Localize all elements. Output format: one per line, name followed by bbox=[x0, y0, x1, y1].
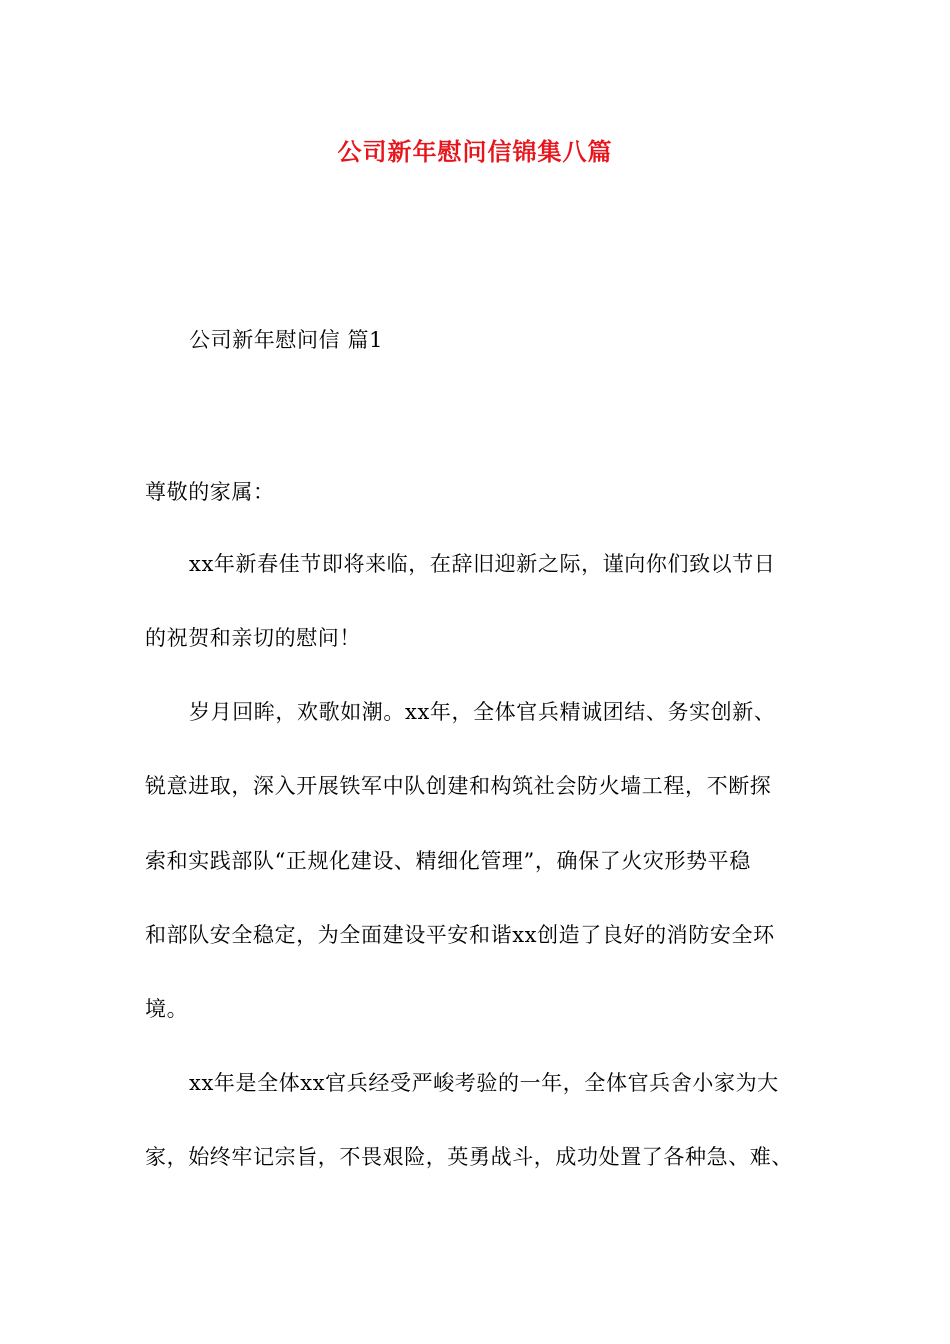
paragraph-line: 索和实践部队“正规化建设、精细化管理”，确保了火灾形势平稳 bbox=[145, 849, 751, 873]
paragraph-line: 锐意进取，深入开展铁军中队创建和构筑社会防火墙工程，不断探 bbox=[145, 774, 772, 798]
paragraph-line: xx年是全体xx官兵经受严峻考验的一年，全体官兵舍小家为大 bbox=[189, 1071, 779, 1095]
paragraph-line: 和部队安全稳定，为全面建设平安和谐xx创造了良好的消防安全环 bbox=[145, 923, 775, 947]
document-title: 公司新年慰问信锦集八篇 bbox=[337, 138, 613, 166]
section-heading: 公司新年慰问信 篇1 bbox=[189, 328, 384, 352]
paragraph-line: 境。 bbox=[145, 997, 189, 1021]
paragraph-line: xx年新春佳节即将来临，在辞旧迎新之际，谨向你们致以节日 bbox=[189, 552, 776, 576]
paragraph-line: 岁月回眸，欢歌如潮。xx年，全体官兵精诚团结、务实创新、 bbox=[189, 700, 776, 724]
paragraph-line: 的祝贺和亲切的慰问！ bbox=[145, 626, 361, 650]
paragraph-line: 家，始终牢记宗旨，不畏艰险，英勇战斗，成功处置了各种急、难、 bbox=[145, 1145, 793, 1169]
salutation: 尊敬的家属： bbox=[145, 480, 275, 504]
